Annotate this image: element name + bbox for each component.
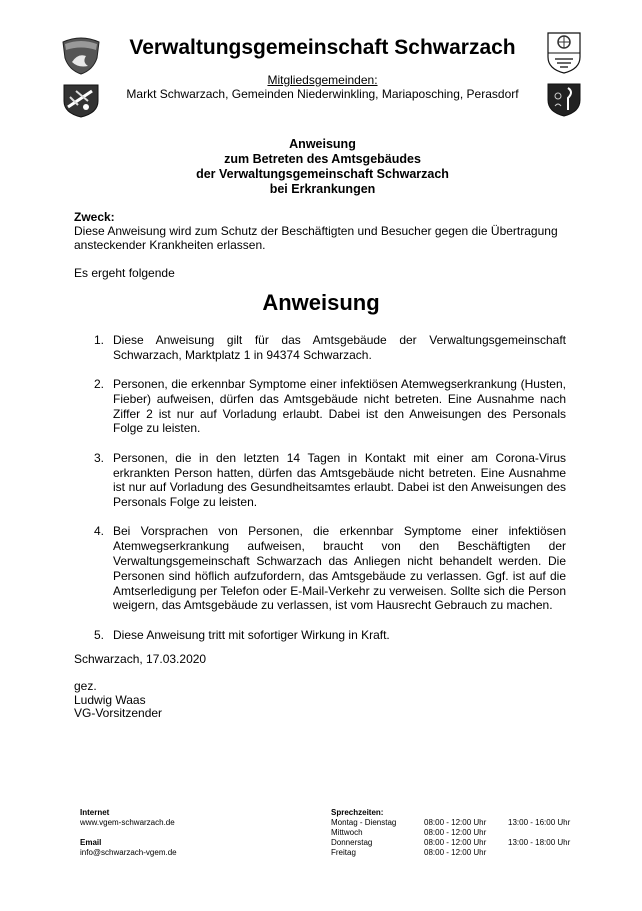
- signature-role: VG-Vorsitzender: [74, 706, 163, 720]
- heading-line: der Verwaltungsgemeinschaft Schwarzach: [196, 167, 449, 181]
- signature-name: Ludwig Waas: [74, 692, 146, 707]
- heading-line: bei Erkrankungen: [269, 182, 376, 196]
- item-text: Personen, die erkennbar Symptome einer infektiösen Atemwegserkrankung (Husten, Fieber) aufweisen, dürfen das Amtsgebäude nicht betreten. Eine Ausnahme nach Ziffer 2 ist nur auf Vorladung erlaubt. Dabei ist den Anweisungen des Personals Folge zu leisten.: [113, 377, 566, 436]
- purpose-text: Diese Anweisung wird zum Schutz der Beschäftigten und Besucher gegen die Übertragung ansteckender Krankheiten erlassen.: [74, 224, 558, 252]
- hours-am: 08:00 - 12:00 Uhr: [424, 828, 487, 837]
- members-list: Markt Schwarzach, Gemeinden Niederwinkling, Mariaposching, Perasdorf: [126, 87, 519, 101]
- members-label: Mitgliedsgemeinden:: [267, 73, 378, 87]
- item-text: Diese Anweisung tritt mit sofortiger Wirkung in Kraft.: [113, 627, 390, 642]
- hours-table: [331, 818, 591, 858]
- hours-am: 08:00 - 12:00 Uhr: [424, 838, 487, 847]
- email-label: Email: [80, 838, 102, 847]
- main-title: Anweisung: [262, 290, 380, 315]
- item-text: Bei Vorsprachen von Personen, die erkennbar Symptome einer infektiösen Atemwegserkrankung aufweisen, braucht von den Beschäftigten der Verwaltungsgemeinschaft Schwarzach das Anliegen nicht behandelt werden. Die Personen sind höflich aufzufordern, das Amtsgebäude zu verlassen. Ggf. ist auf die Amtserledigung per Telefon oder E-Mail-Verkehr zu verweisen. Sollte sich die Person weigern, das Amtsgebäude zu verlassen, ist vom Hausrecht Gebrauch zu machen.: [113, 524, 566, 613]
- office-title: Verwaltungsgemeinschaft Schwarzach: [129, 36, 516, 59]
- email-link[interactable]: info@schwarzach-vgem.de: [80, 848, 177, 857]
- item-number: 4.: [94, 524, 105, 539]
- crest-perasdorf-icon: [546, 82, 582, 118]
- item-number: 1.: [94, 333, 105, 347]
- list-item: [94, 628, 566, 643]
- signature-block: [74, 680, 162, 721]
- list-item: [94, 524, 566, 613]
- footer-email: [80, 838, 177, 858]
- list-item: [94, 333, 566, 363]
- item-number: 3.: [94, 450, 105, 465]
- crest-mariaposching-icon: [546, 31, 582, 75]
- internet-label: Internet: [80, 808, 110, 817]
- intro-text: Es ergeht folgende: [74, 266, 175, 280]
- hours-am: 08:00 - 12:00 Uhr: [424, 818, 487, 827]
- item-number: 2.: [94, 377, 105, 392]
- website-link[interactable]: www.vgem-schwarzach.de: [80, 818, 175, 827]
- footer-internet: [80, 808, 175, 828]
- instruction-list: [94, 333, 566, 657]
- document-heading: [100, 137, 545, 197]
- list-item: [94, 377, 566, 436]
- place-date: Schwarzach, 17.03.2020: [74, 652, 207, 666]
- hours-row: [331, 848, 591, 858]
- hours-row: [331, 838, 591, 848]
- hours-am: 08:00 - 12:00 Uhr: [424, 848, 487, 857]
- hours-pm: 13:00 - 16:00 Uhr: [508, 818, 571, 827]
- hours-day: Mittwoch: [331, 828, 363, 837]
- hours-day: Freitag: [331, 848, 356, 857]
- heading-line: zum Betreten des Amtsgebäudes: [224, 152, 421, 166]
- heading-line: Anweisung: [289, 137, 356, 151]
- signature-gez: gez.: [74, 679, 97, 693]
- hours-label: Sprechzeiten:: [331, 808, 384, 817]
- hours-row: [331, 818, 591, 828]
- hours-day: Montag - Dienstag: [331, 818, 397, 827]
- crest-schwarzach-icon: [60, 36, 102, 76]
- item-text: Diese Anweisung gilt für das Amtsgebäude der Verwaltungsgemeinschaft Schwarzach, Marktplatz 1 in 94374 Schwarzach.: [113, 333, 566, 362]
- list-item: [94, 451, 566, 510]
- purpose-label: Zweck:: [74, 210, 115, 224]
- crest-niederwinkling-icon: [62, 83, 100, 119]
- item-text: Personen, die in den letzten 14 Tagen in Kontakt mit einer am Corona-Virus erkrankten Person hatten, dürfen das Amtsgebäude nicht betreten. Eine Ausnahme ist nur auf Vorladung des Gesundheitsamtes erlaubt. Dabei ist den Anweisungen des Personals Folge zu leisten.: [113, 450, 566, 510]
- hours-row: [331, 828, 591, 838]
- item-number: 5.: [94, 627, 105, 642]
- hours-pm: 13:00 - 18:00 Uhr: [508, 838, 571, 847]
- hours-day: Donnerstag: [331, 838, 373, 847]
